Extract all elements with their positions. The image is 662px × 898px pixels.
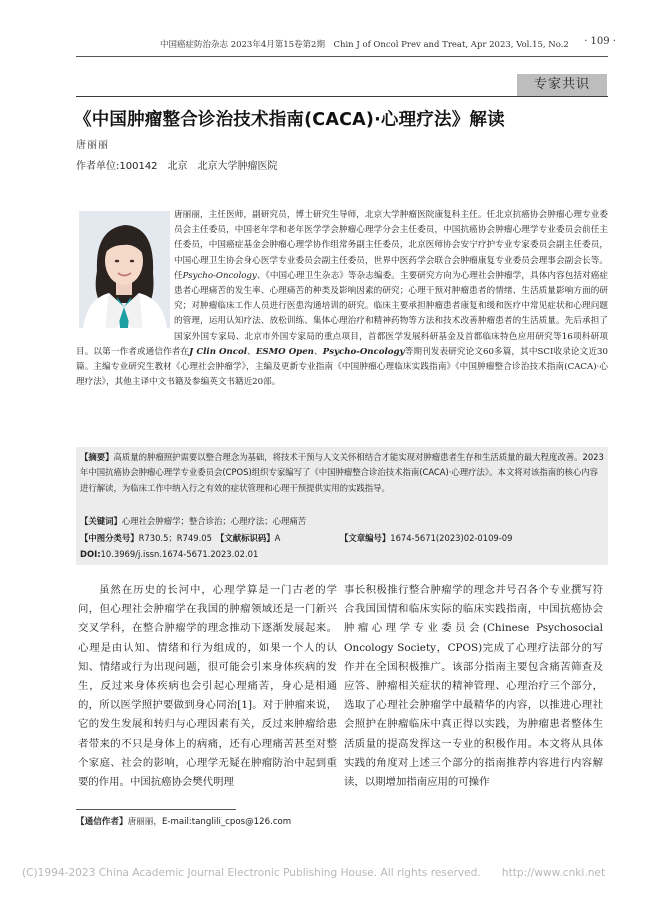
doi-value: 10.3969/j.issn.1674-5671.2023.02.01 xyxy=(100,549,259,559)
abstract-text: 高质量的肿瘤照护需要以整合理念为基础，将技术干预与人文关怀相结合才能实现对肿瘤患者生存和生活质量的最大程度改善。2023年中国抗癌协会肿瘤心理学专业委员会(CPOS)组织专家编写了《中国肿瘤整合诊治技术指南(CACA)·心理疗法》。本文将对该指南的核心内容进行解读，为临床工作中纳入行之有效的症状管理和心理干预提供实用的实践指导。 xyxy=(80,452,604,493)
body-column-left: 虽然在历史的长河中，心理学算是一门古老的学问，但心理社会肿瘤学在我国的肿瘤领域还是一门新兴交叉学科，在整合肿瘤学的理念推动下逐渐发展起来。心理是由认知、情绪和行为组成的，如果一个人的认知、情绪或行为出现问题，很可能会引来身体疾病的发生，反过来身体疾病也会引起心理痛苦，身心是相通的，所以医学照护要做到身心同治[1]。对于肿瘤来说，它的发生发展和转归与心理因素有关，反过来肿瘤给患者带来的不只是身体上的病痛，还有心理痛苦甚至对整个家庭、社会的影响，心理学无疑在肿瘤防治中起到重要的作用。中国抗癌协会樊代明理 xyxy=(78,584,337,789)
bio-text: 、《中国心理卫生杂志》等杂志编委。主要研究方向为心理社会肿瘤学，具体内容包括对癌症患者心理痛苦的发生率、心理痛苦的种类及影响因素的研究；心理干预对肿瘤患者的情绪、生活质量影响方面的研究；对肿瘤临床工作人员进行医患沟通培训的研究。临床主要承担肿瘤患者康复和缓和医疗中常见症状和心理问题的管理，运用认知疗法、放松训练、集体心理治疗和精神药物等方法和技术改善肿瘤患者的生活质量。先后承担了国家外国专家局、北京市外国专家局的重点项目，首都医学发展科研基金及首都临床特色应用研究等16项科研项目。以第一作者或通信作者在 xyxy=(76,270,608,357)
bio-journal-name: Psycho-Oncology xyxy=(322,346,405,357)
article-number-value: 1674-5671(2023)02-0109-09 xyxy=(390,533,513,543)
column-tag: 专家共识 xyxy=(517,74,607,96)
bio-journal-name: ESMO Open xyxy=(255,346,314,357)
bio-separator: 、 xyxy=(247,346,256,357)
article-number xyxy=(340,532,512,544)
running-head xyxy=(0,36,662,52)
keywords-text: 心理社会肿瘤学；整合诊治；心理疗法；心理痛苦 xyxy=(121,516,307,526)
header-rule xyxy=(76,56,608,57)
author-biography xyxy=(76,208,608,390)
bio-separator: 、 xyxy=(313,346,323,357)
article-number-label: 【文章编号】 xyxy=(340,533,391,543)
doi xyxy=(80,549,258,559)
bio-journal-name: J Clin Oncol xyxy=(189,346,248,357)
bio-text: 唐丽丽，主任医师，副研究员，博士研究生导师，北京大学肿瘤医院康复科主任。任北京抗癌协会肿瘤心理专业委员会主任委员，中国老年学和老年医学学会肿瘤心理学分会主任委员，中国抗癌协会肿瘤心理学专业委员会前任主任委员，中国癌症基金会肿瘤心理学协作组常务副主任委员，北京医师协会安宁疗护专业专家委员会副主任委员，中国心理卫生协会身心医学专业委员会副主任委员，世界中医药学会联合会肿瘤康复专业委员会理事会副会长等。任 xyxy=(174,210,608,281)
footnote-rule xyxy=(76,809,236,810)
page-number: · 109 · xyxy=(584,36,616,47)
keywords xyxy=(80,515,306,527)
abstract-label: 【摘要】 xyxy=(80,452,114,462)
section-rule xyxy=(76,96,608,97)
body-column-right: 事长积极推行整合肿瘤学的理念并号召各个专业撰写符合我国国情和临床实际的临床实践指南，中国抗癌协会肿瘤心理学专业委员会(Chinese Psychosocial Oncology Society，CPOS)完成了心理疗法部分的写作并在全国积极推广。该部分指南主要包含痛苦筛查及应答、肿瘤相关症状的精神管理、心理治疗三个部分，选取了心理社会肿瘤学中最精华的内容，以推进心理社会照护在肿瘤临床中真正得以实践，为肿瘤患者整体生活质量的提高发挥这一专业的积极作用。本文将从具体实践的角度对上述三个部分的指南推荐内容进行内容解读，以期增加指南应用的可操作 xyxy=(344,584,603,789)
abstract xyxy=(80,450,604,496)
corresponding-author-label: 【通信作者】 xyxy=(76,817,128,827)
author-affiliation: 作者单位:100142 北京 北京大学肿瘤医院 xyxy=(76,161,278,172)
article-title: 《中国肿瘤整合诊治技术指南(CACA)·心理疗法》解读 xyxy=(74,110,505,130)
bio-text: 等期刊发表研究论文60多篇，其中SCI收录论文近30篇。主编专业研究生教材《心理社会肿瘤学》，主编及更新专业指南《中国肿瘤心理临床实践指南》《中国肿瘤整合诊治技术指南(CACA)·心理疗法》，其他主译中文书籍及参编英文书籍近20部。 xyxy=(76,346,608,388)
clc-value: R730.5；R749.05 xyxy=(138,533,212,543)
keywords-label: 【关键词】 xyxy=(80,516,122,526)
clc-number xyxy=(80,532,212,544)
document-code-value: A xyxy=(274,533,281,543)
doi-label: DOI: xyxy=(80,549,101,559)
corresponding-author-note xyxy=(76,815,291,827)
bio-journal-name: Psycho-Oncology xyxy=(182,270,257,281)
document-code xyxy=(216,532,280,544)
document-code-label: 【文献标识码】 xyxy=(216,533,275,543)
copyright-watermark: (C)1994-2023 China Academic Journal Electronic Publishing House. All rights reserved. http://www.cnki.net xyxy=(22,867,606,879)
clc-label: 【中图分类号】 xyxy=(80,533,139,543)
corresponding-author-text: 唐丽丽，E-mail:tanglili_cpos@126.com xyxy=(127,817,292,827)
bio-photo-spacer xyxy=(76,208,174,338)
author-name: 唐丽丽 xyxy=(76,140,109,151)
journal-citation: 中国癌症防治杂志 2023年4月第15卷第2期 Chin J of Oncol Prev and Treat, Apr 2023, Vol.15, No.2 xyxy=(160,40,569,50)
